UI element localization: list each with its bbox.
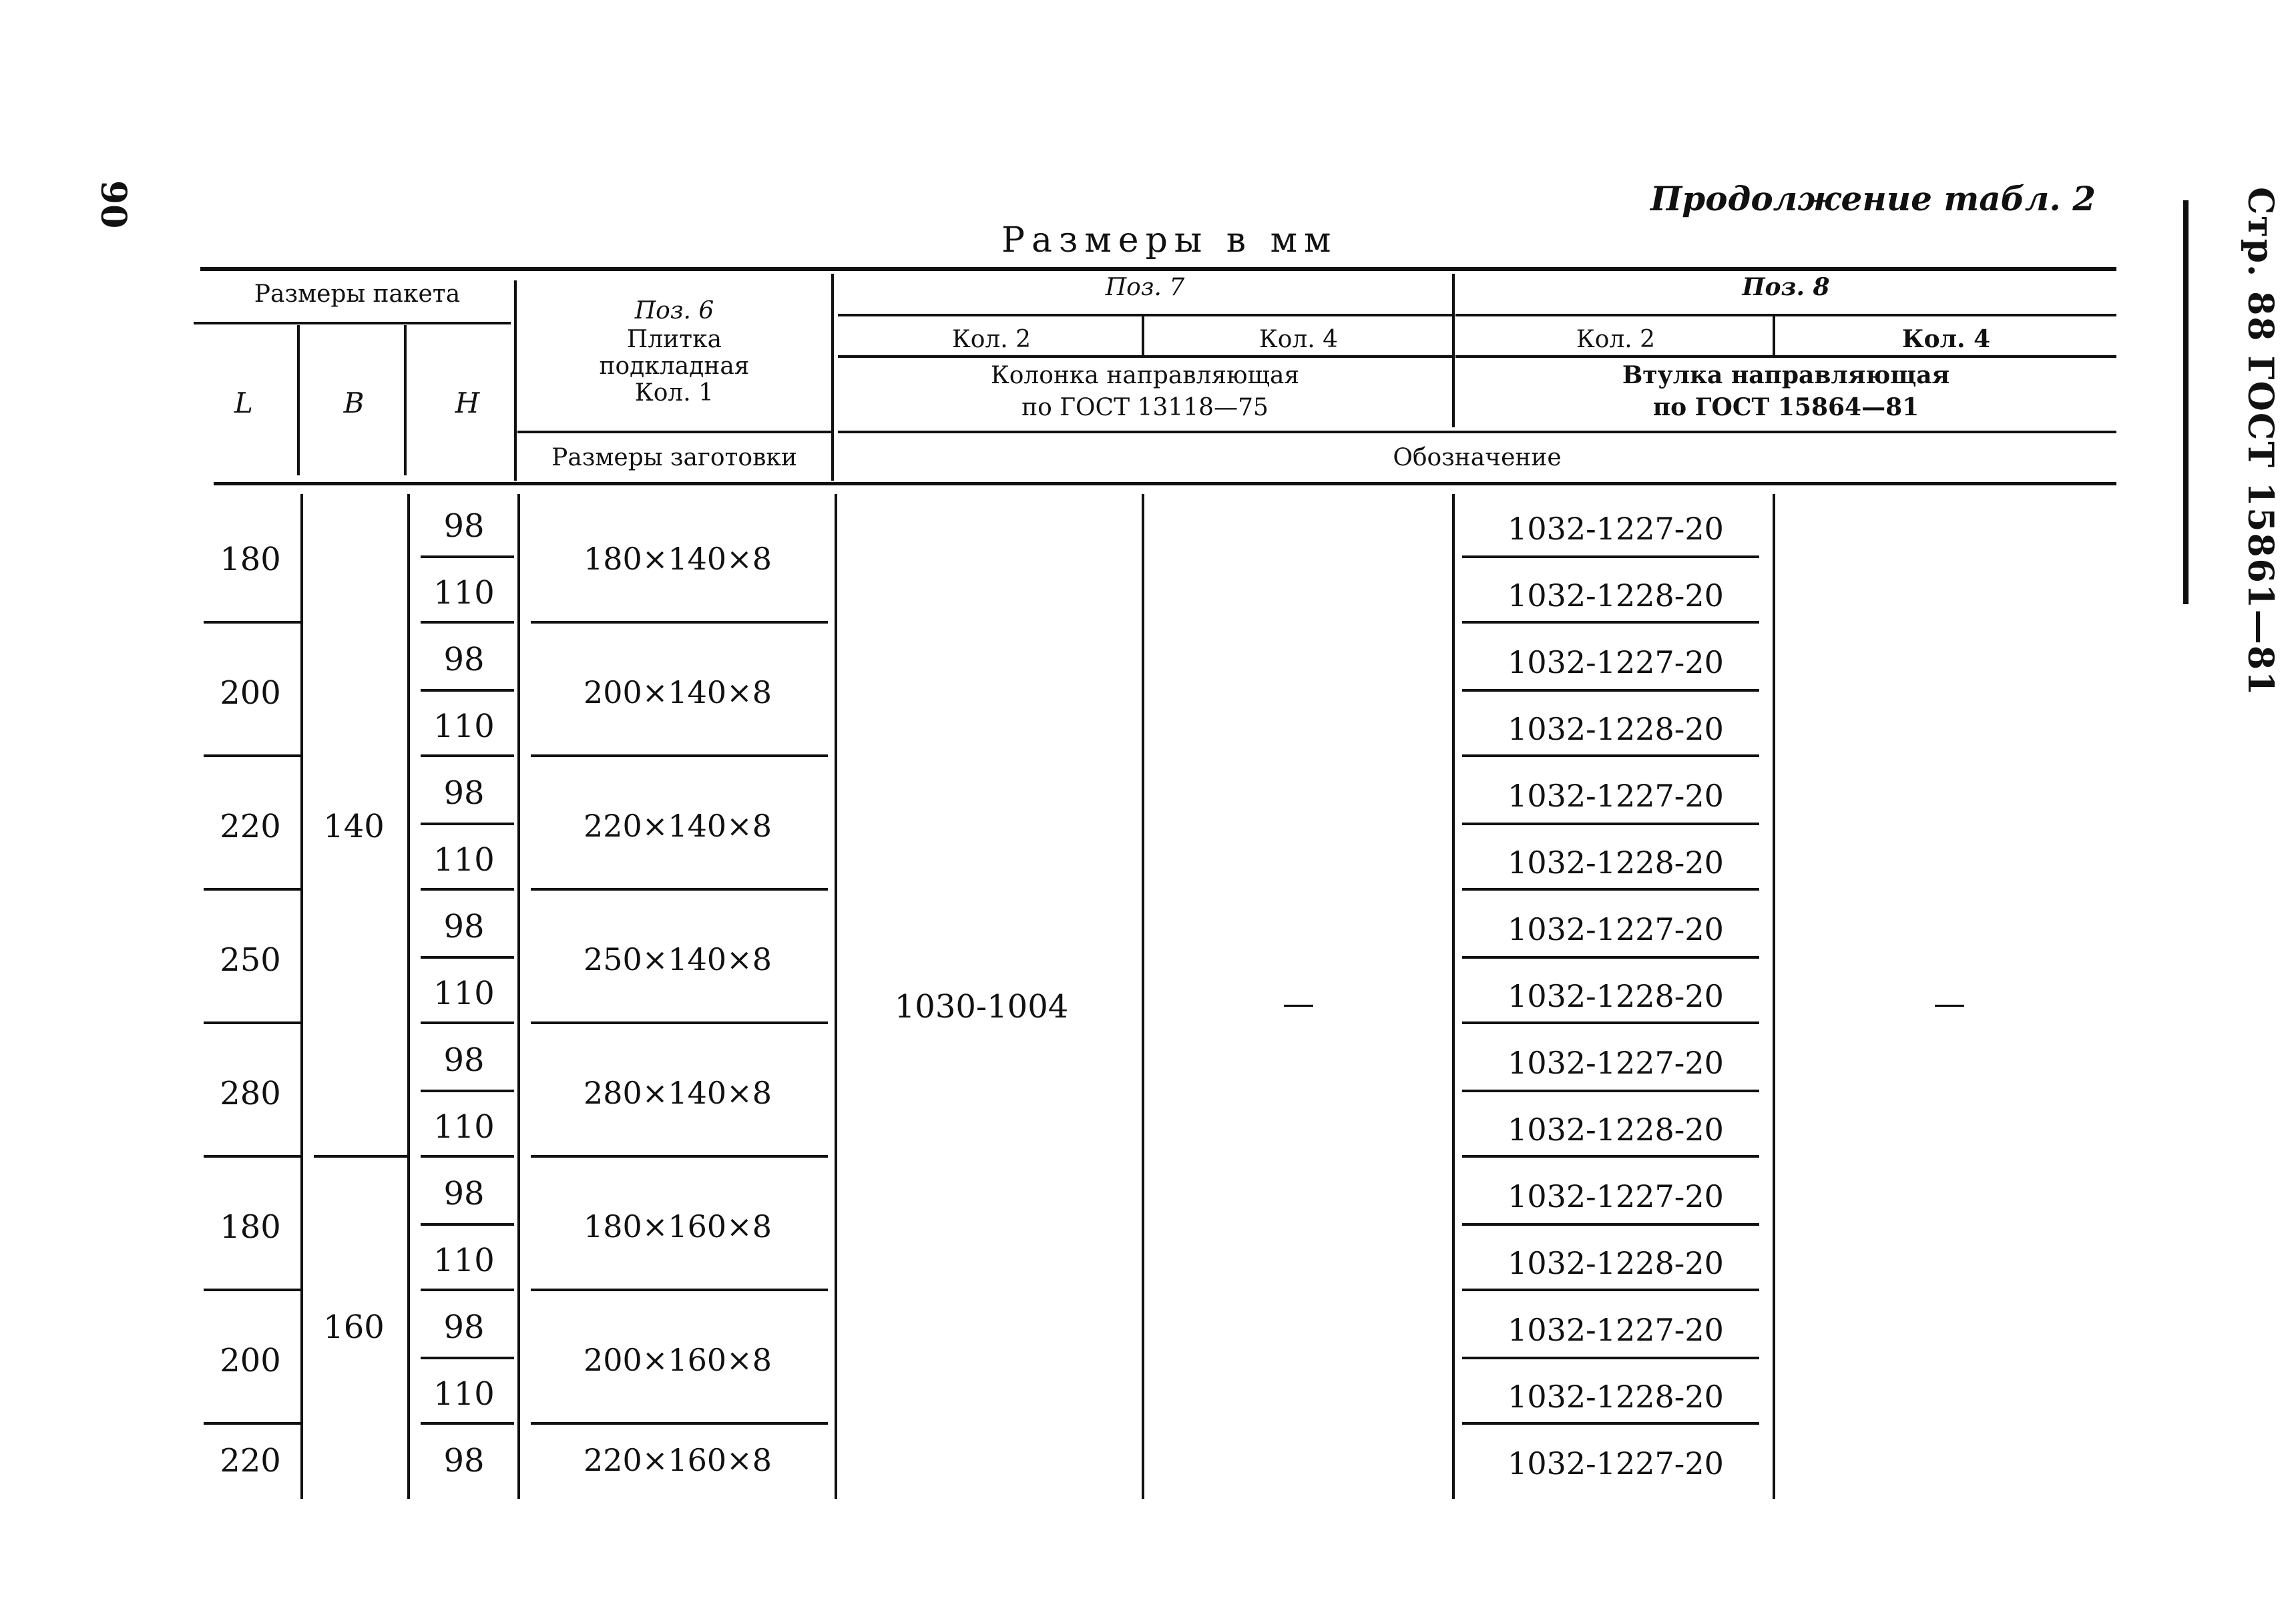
- header-divider: [514, 280, 517, 481]
- L-value: 180: [220, 1208, 281, 1246]
- header-pos6-name-2: подкладная: [599, 353, 750, 380]
- group-rule: [204, 1422, 300, 1425]
- designation-code: 1032-1227-20: [1508, 911, 1724, 947]
- L-value: 180: [220, 541, 281, 578]
- designation-code: 1032-1228-20: [1508, 1112, 1724, 1148]
- designation-code: 1032-1228-20: [1508, 845, 1724, 881]
- group-rule: [204, 1021, 300, 1024]
- col-line-H: [517, 494, 520, 1499]
- group-rule: [421, 621, 514, 624]
- B-group-rule: [314, 1155, 407, 1158]
- group-rule: [531, 1422, 828, 1425]
- H-value: 110: [433, 1108, 495, 1146]
- H-value: 98: [443, 774, 485, 812]
- pos8-kol4-value: —: [1933, 985, 1966, 1022]
- L-value: 220: [220, 808, 281, 845]
- H-value: 110: [433, 975, 495, 1012]
- designation-code: 1032-1227-20: [1508, 511, 1724, 547]
- group-rule: [1462, 888, 1759, 891]
- blank-size: 200×160×8: [584, 1342, 772, 1378]
- designation-code: 1032-1228-20: [1508, 578, 1724, 614]
- designation-code: 1032-1227-20: [1508, 1045, 1724, 1081]
- header-package-dims: Размеры пакета: [254, 280, 461, 308]
- header-rule: [194, 322, 511, 324]
- blank-size: 220×160×8: [584, 1442, 772, 1478]
- header-col-H: H: [455, 387, 480, 419]
- designation-code: 1032-1228-20: [1508, 1379, 1724, 1415]
- top-rule: [200, 267, 2116, 271]
- H-value: 110: [433, 1242, 495, 1279]
- H-value: 98: [443, 908, 485, 945]
- H-value: 110: [433, 1375, 495, 1413]
- designation-code: 1032-1227-20: [1508, 1178, 1724, 1214]
- header-pos7-name-2: по ГОСТ 13118—75: [1021, 394, 1269, 421]
- H-value: 98: [443, 641, 485, 678]
- header-pos8-kol2: Кол. 2: [1576, 326, 1656, 353]
- group-rule: [204, 621, 300, 624]
- side-rule: [2183, 200, 2189, 604]
- header-divider: [297, 325, 300, 475]
- pos7-kol2-value: 1030-1004: [894, 988, 1069, 1025]
- header-pos7-name-1: Колонка направляющая: [990, 362, 1300, 389]
- designation-code: 1032-1227-20: [1508, 778, 1724, 814]
- group-rule: [531, 888, 828, 891]
- header-rule: [838, 431, 2116, 433]
- L-value: 280: [220, 1075, 281, 1112]
- header-divider: [831, 274, 834, 481]
- row-rule: [1462, 1357, 1759, 1359]
- designation-code: 1032-1227-20: [1508, 1445, 1724, 1481]
- group-rule: [421, 1422, 514, 1425]
- H-value: 110: [433, 708, 495, 745]
- group-rule: [1462, 1422, 1759, 1425]
- header-pos6: Поз. 6: [634, 297, 714, 324]
- B-value: 160: [323, 1309, 385, 1346]
- header-col-B: B: [343, 387, 365, 419]
- row-rule: [1462, 823, 1759, 825]
- L-value: 200: [220, 674, 281, 712]
- col-line-pos8: [1452, 494, 1455, 1499]
- designation-code: 1032-1227-20: [1508, 1312, 1724, 1348]
- B-value: 140: [323, 808, 385, 845]
- col-line-B: [407, 494, 410, 1499]
- blank-size: 200×140×8: [584, 674, 772, 710]
- side-label: Стр. 88 ГОСТ 15861—81: [2240, 187, 2281, 697]
- row-rule: [1462, 555, 1759, 558]
- group-rule: [421, 1155, 514, 1158]
- designation-code: 1032-1228-20: [1508, 1245, 1724, 1281]
- header-pos7-kol2: Кол. 2: [951, 326, 1031, 353]
- designation-code: 1032-1228-20: [1508, 711, 1724, 747]
- pos7-kol4-value: —: [1283, 985, 1315, 1022]
- header-divider: [404, 325, 407, 475]
- header-pos8-name-2: по ГОСТ 15864—81: [1652, 393, 1919, 421]
- header-divider: [1452, 274, 1455, 427]
- designation-code: 1032-1228-20: [1508, 978, 1724, 1014]
- header-rule: [1455, 355, 2116, 358]
- row-rule: [421, 823, 514, 825]
- header-divider: [1142, 315, 1144, 355]
- H-value: 110: [433, 574, 495, 612]
- group-rule: [531, 1021, 828, 1024]
- blank-size: 180×140×8: [584, 541, 772, 577]
- group-rule: [421, 888, 514, 891]
- header-rule: [517, 431, 831, 433]
- row-rule: [421, 555, 514, 558]
- group-rule: [531, 621, 828, 624]
- header-bottom-rule: [214, 482, 2116, 485]
- col-line-pos8-kol4: [1773, 494, 1775, 1499]
- H-value: 110: [433, 841, 495, 879]
- group-rule: [421, 1289, 514, 1291]
- row-rule: [421, 689, 514, 692]
- units-label: Размеры в мм: [1001, 220, 1338, 260]
- header-pos8-kol4: Кол. 4: [1901, 325, 1991, 353]
- row-rule: [1462, 1090, 1759, 1092]
- blank-size: 180×160×8: [584, 1208, 772, 1244]
- group-rule: [1462, 1155, 1759, 1158]
- header-rule: [1455, 314, 2116, 316]
- header-designation: Обозначение: [1393, 444, 1562, 471]
- header-pos8-name-1: Втулка направляющая: [1622, 361, 1950, 389]
- group-rule: [1462, 621, 1759, 624]
- header-rule: [838, 314, 1452, 316]
- H-value: 98: [443, 1042, 485, 1079]
- header-pos7: Поз. 7: [1105, 274, 1185, 301]
- L-value: 200: [220, 1342, 281, 1379]
- group-rule: [531, 1289, 828, 1291]
- designation-code: 1032-1227-20: [1508, 644, 1724, 680]
- group-rule: [1462, 754, 1759, 757]
- page-number: 90: [93, 180, 134, 229]
- H-value: 98: [443, 1442, 485, 1479]
- row-rule: [421, 1357, 514, 1359]
- row-rule: [421, 1090, 514, 1092]
- row-rule: [421, 956, 514, 959]
- header-pos7-kol4: Кол. 4: [1258, 326, 1339, 353]
- header-blank-sizes: Размеры заготовки: [551, 444, 797, 471]
- header-col-L: L: [234, 387, 253, 419]
- H-value: 98: [443, 1175, 485, 1212]
- group-rule: [1462, 1021, 1759, 1024]
- col-line-L: [300, 494, 303, 1499]
- group-rule: [421, 754, 514, 757]
- row-rule: [421, 1223, 514, 1226]
- blank-size: 280×140×8: [584, 1075, 772, 1111]
- row-rule: [1462, 956, 1759, 959]
- header-pos6-name-1: Плитка: [626, 326, 722, 353]
- blank-size: 220×140×8: [584, 808, 772, 844]
- group-rule: [421, 1021, 514, 1024]
- group-rule: [204, 1289, 300, 1291]
- header-pos8: Поз. 8: [1742, 273, 1830, 301]
- group-rule: [531, 754, 828, 757]
- header-divider: [1773, 315, 1775, 355]
- group-rule: [204, 1155, 300, 1158]
- group-rule: [1462, 1289, 1759, 1291]
- group-rule: [204, 754, 300, 757]
- col-line-pos7: [1142, 494, 1144, 1499]
- H-value: 98: [443, 507, 485, 545]
- header-pos6-kol: Кол. 1: [634, 379, 714, 407]
- group-rule: [204, 888, 300, 891]
- row-rule: [1462, 1223, 1759, 1226]
- row-rule: [1462, 689, 1759, 692]
- blank-size: 250×140×8: [584, 941, 772, 977]
- H-value: 98: [443, 1309, 485, 1346]
- continuation-title: Продолжение табл. 2: [1650, 179, 2096, 218]
- header-rule: [838, 355, 1452, 358]
- L-value: 250: [220, 941, 281, 979]
- group-rule: [531, 1155, 828, 1158]
- L-value: 220: [220, 1442, 281, 1479]
